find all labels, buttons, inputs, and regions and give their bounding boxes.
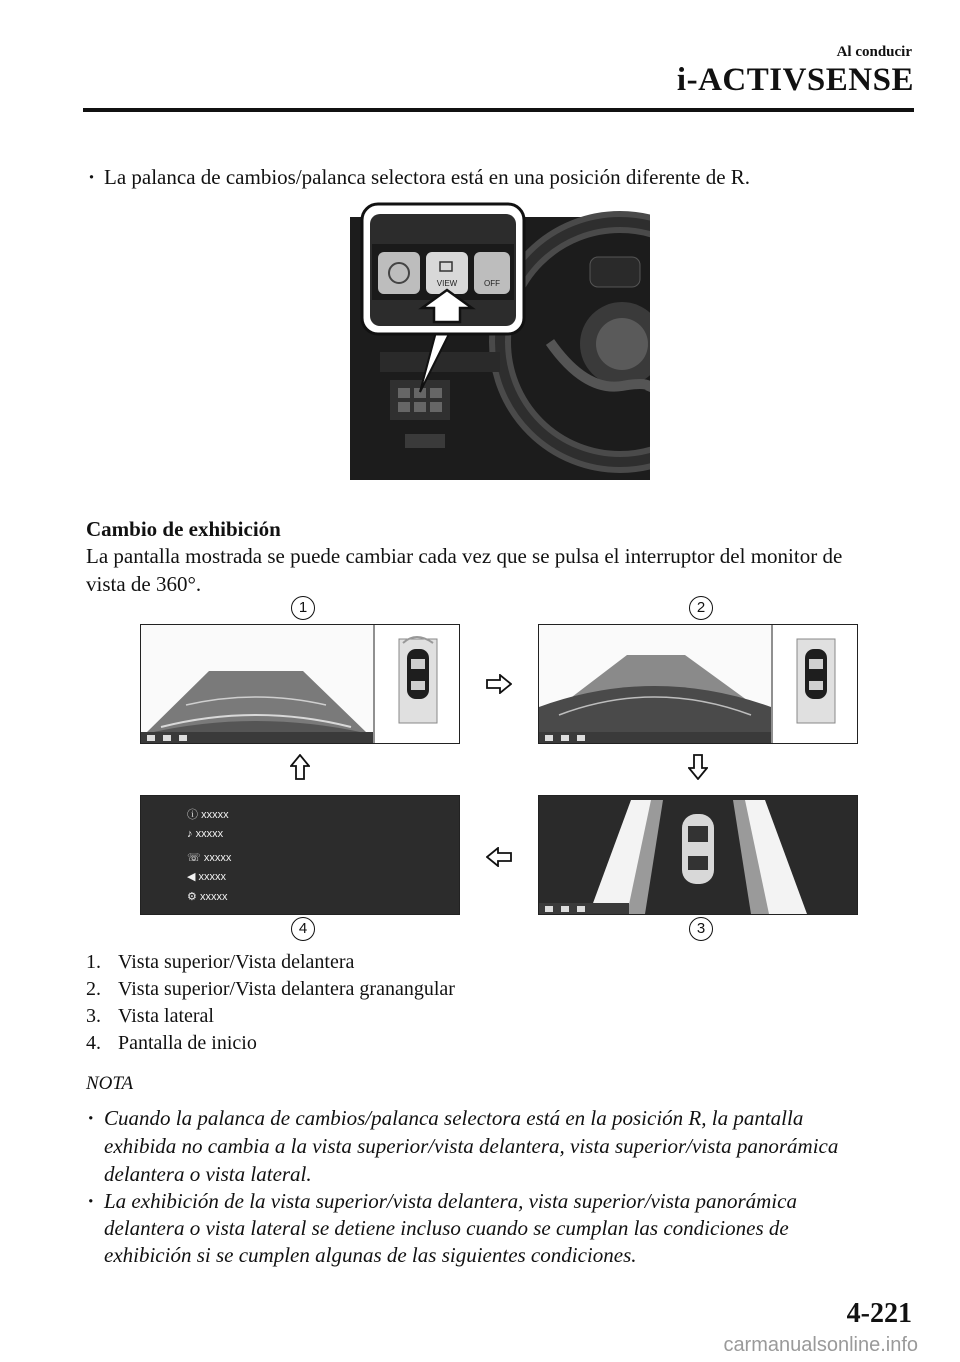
music-note-icon: ♪ (187, 828, 193, 840)
arrow-right-icon (486, 674, 512, 699)
intro-bullet: · La palanca de cambios/palanca selectora está en una posición diferente de R. (104, 163, 750, 191)
callout-2: 2 (689, 596, 713, 620)
note-heading: NOTA (86, 1073, 134, 1094)
screen-home (140, 795, 460, 915)
section-body-line-2: vista de 360°. (86, 572, 202, 596)
view-button-label: VIEW (436, 279, 458, 288)
screen-side-view (538, 795, 858, 915)
list-item: Vista superior/Vista delantera (118, 951, 355, 973)
phone-icon: ☏ (187, 852, 201, 864)
callout-3: 3 (689, 917, 713, 941)
note-bullet-1-line-3: delantera o vista lateral. (104, 1162, 312, 1186)
watermark: carmanualsonline.info (723, 1334, 918, 1356)
chapter-title: i-ACTIVSENSE (676, 62, 914, 98)
list-item-num: 2. (86, 978, 101, 1000)
home-menu-item-5: ⚙ xxxxx (187, 891, 228, 903)
screen-top-front-view (140, 624, 460, 744)
note-bullet-2-line-1: · La exhibición de la vista superior/vista delantera, vista superior/vista panorámica (104, 1187, 797, 1215)
section-body-line-1: La pantalla mostrada se puede cambiar cada vez que se pulsa el interruptor del monitor de (86, 544, 843, 568)
page-number: 4-221 (846, 1298, 912, 1329)
list-item: Pantalla de inicio (118, 1032, 257, 1054)
note-bullet-2-line-3: exhibición si se cumplen algunas de las siguientes condiciones. (104, 1243, 637, 1267)
section-title: Cambio de exhibición (86, 517, 281, 541)
screen-top-wide-front-view (538, 624, 858, 744)
list-item-num: 3. (86, 1005, 101, 1027)
home-menu-item-4: ◀ xxxxx (187, 871, 227, 883)
header-divider (83, 108, 914, 112)
arrow-up-icon (290, 754, 310, 785)
off-button-label: OFF (484, 279, 500, 288)
home-menu-item-1: ⓘ xxxxx (187, 809, 229, 821)
note-bullet-1-line-1: · Cuando la palanca de cambios/palanca selectora está en la posición R, la pantalla (104, 1104, 803, 1132)
note-bullet-2-line-2: delantera o vista lateral se detiene incluso cuando se cumplan las condiciones de (104, 1216, 789, 1240)
arrow-down-icon (688, 754, 708, 785)
note-bullet-1-line-2: exhibida no cambia a la vista superior/vista delantera, vista superior/vista panorámica (104, 1134, 839, 1158)
settings-icon: ⚙ (187, 891, 197, 903)
list-item-num: 1. (86, 951, 101, 973)
callout-4: 4 (291, 917, 315, 941)
info-icon: ⓘ (187, 809, 198, 821)
list-item: Vista superior/Vista delantera granangular (118, 978, 455, 1000)
dashboard-photo (350, 202, 650, 480)
list-item: Vista lateral (118, 1005, 214, 1027)
navigation-icon: ◀ (187, 871, 196, 883)
callout-1: 1 (291, 596, 315, 620)
home-menu-item-2: ♪ xxxxx (187, 828, 224, 840)
list-item-num: 4. (86, 1032, 101, 1054)
arrow-left-icon (486, 847, 512, 872)
home-menu-item-3: ☏ xxxxx (187, 852, 232, 864)
section-label: Al conducir (836, 44, 912, 60)
